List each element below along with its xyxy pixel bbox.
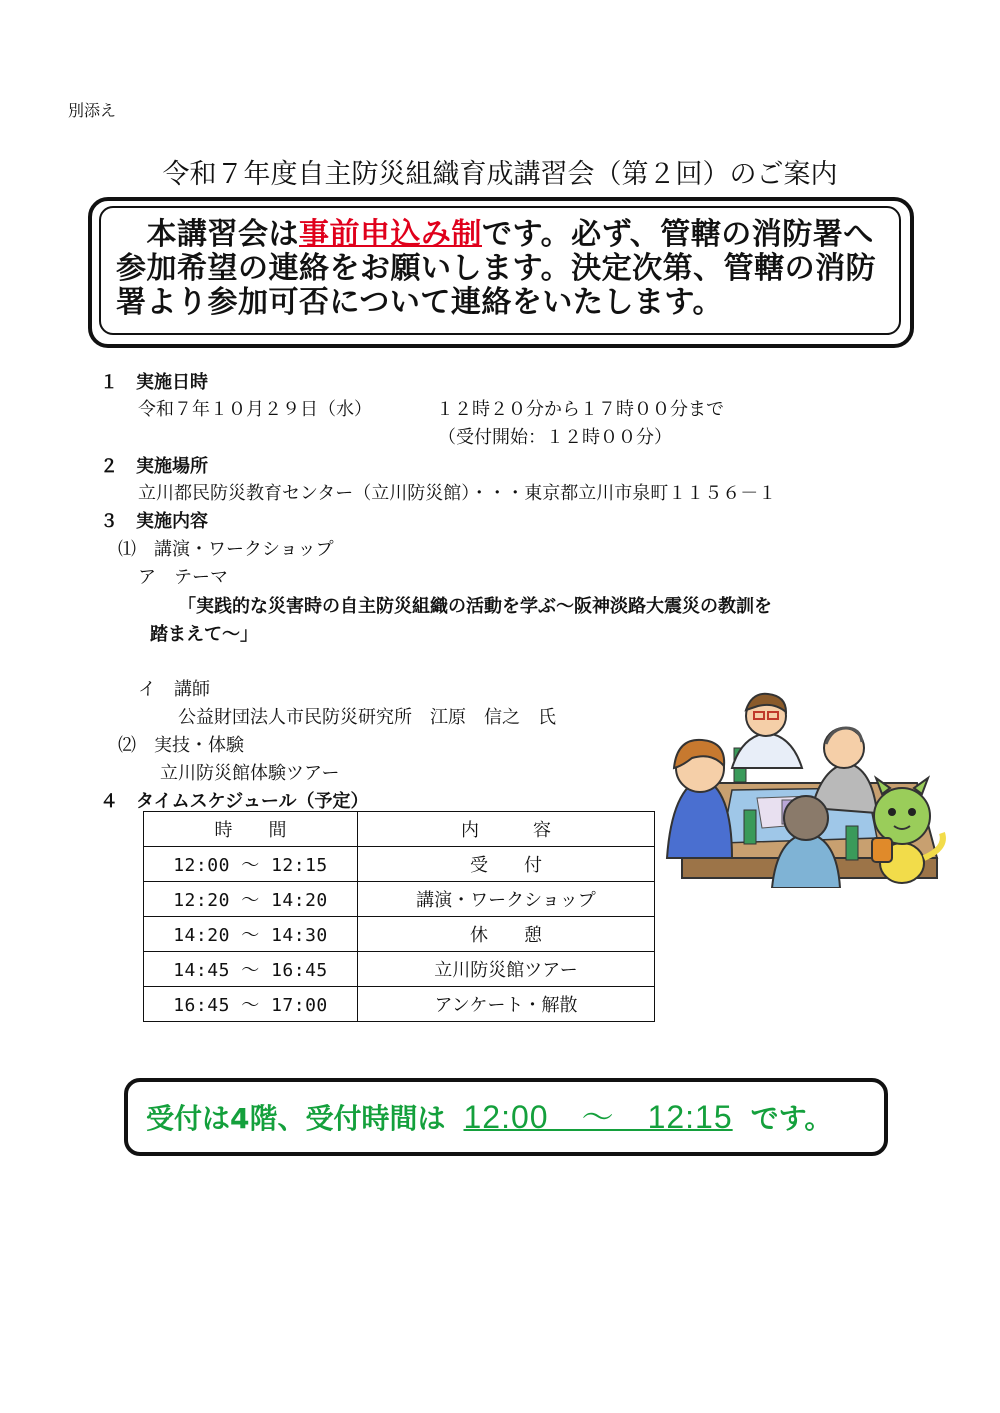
- section3-item2-detail: 立川防災館体験ツアー: [160, 763, 340, 784]
- section2-place: 立川都民防災教育センター（立川防災館）・・・東京都立川市泉町１１５６－１: [138, 483, 777, 504]
- section1-reception: （受付開始：１２時００分）: [438, 427, 672, 448]
- section3-item1: ⑴ 講演・ワークショップ: [118, 539, 334, 560]
- section3-lecturer-label: イ 講師: [138, 679, 210, 700]
- notice-part2: です。必ず、管轄の消防署へ参加希望の連絡をお願いします。決定次第、管轄の消防署より参加可否について連絡をいたします。: [116, 217, 877, 320]
- reception-suffix: です。: [750, 1102, 833, 1135]
- section3-lecturer: 公益財団法人市民防災研究所 江原 信之 氏: [178, 707, 556, 728]
- cell-time: 12:20 ～ 14:20: [144, 882, 358, 917]
- section1-heading: １ 実施日時: [100, 372, 208, 393]
- table-header-row: [144, 812, 655, 847]
- reception-time: 12:00 ～ 12:15: [463, 1099, 733, 1135]
- column-header-time: 時 間: [144, 812, 358, 847]
- section3-theme-line1: 「実践的な災害時の自主防災組織の活動を学ぶ～阪神淡路大震災の教訓を: [178, 596, 772, 617]
- workshop-illustration: [662, 688, 962, 888]
- cell-content: 受 付: [358, 847, 655, 882]
- cell-content: 講演・ワークショップ: [358, 882, 655, 917]
- table-row: [144, 987, 655, 1022]
- table-row: [144, 952, 655, 987]
- section4-heading: ４ タイムスケジュール（予定）: [100, 791, 369, 812]
- table-row: [144, 917, 655, 952]
- table-row: [144, 882, 655, 917]
- cell-content: アンケート・解散: [358, 987, 655, 1022]
- section3-item2: ⑵ 実技・体験: [118, 735, 244, 756]
- reception-notice-text: [146, 1092, 886, 1138]
- section2-heading: ２ 実施場所: [100, 456, 208, 477]
- cell-time: 14:20 ～ 14:30: [144, 917, 358, 952]
- section3-heading: ３ 実施内容: [100, 511, 208, 532]
- page-title: 令和７年度自主防災組織育成講習会（第２回）のご案内: [162, 159, 838, 190]
- cell-time: 14:45 ～ 16:45: [144, 952, 358, 987]
- notice-highlight: 事前申込み制: [299, 217, 482, 252]
- cell-time: 12:00 ～ 12:15: [144, 847, 358, 882]
- notice-text: [116, 218, 896, 320]
- section3-theme-line2: 踏まえて～」: [150, 624, 258, 645]
- table-row: [144, 847, 655, 882]
- cell-content: 休 憩: [358, 917, 655, 952]
- section1-time: １２時２０分から１７時００分まで: [436, 399, 724, 420]
- attachment-label: 別添え: [68, 101, 117, 120]
- notice-part1: 本講習会は: [146, 217, 299, 252]
- section3-theme-label: ア テーマ: [138, 567, 228, 588]
- reception-prefix: 受付は4階、受付時間は: [146, 1102, 446, 1135]
- column-header-content: 内 容: [358, 812, 655, 847]
- cell-content: 立川防災館ツアー: [358, 952, 655, 987]
- section1-date: 令和７年１０月２９日（水）: [138, 399, 372, 420]
- cell-time: 16:45 ～ 17:00: [144, 987, 358, 1022]
- schedule-table: [143, 811, 655, 1022]
